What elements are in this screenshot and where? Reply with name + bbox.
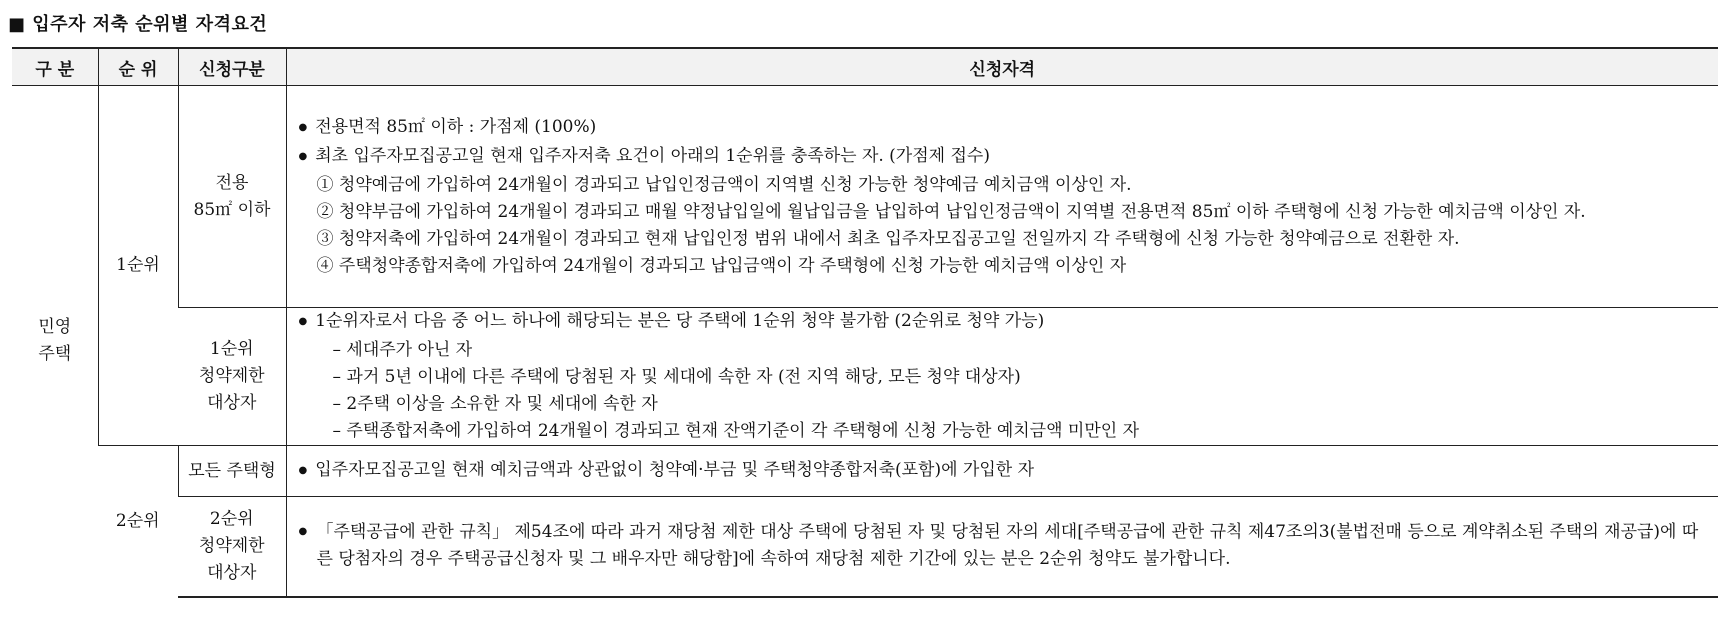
table-row <box>12 308 1718 446</box>
type-line: 1순위 <box>209 339 254 359</box>
list-item: ● 전용면적 85㎡ 이하 : 가점제 (100%) <box>299 114 1719 143</box>
type-line: 청약제한 <box>198 366 265 386</box>
list-item: ④ 주택청약종합저축에 가입하여 24개월이 경과되고 납입금액이 각 주택형에 신청 가능한 예치금액 이상인 자 <box>316 255 1127 276</box>
type-line: 대상자 <box>207 393 257 413</box>
qualification-table <box>12 47 1718 598</box>
category-cell <box>12 86 98 597</box>
paragraph-text: 「주택공급에 관한 규칙」 제54조에 따라 과거 재당첨 제한 대상 주택에 당첨된 자 및 당첨된 자의 세대[주택공급에 관한 규칙 제47조의3(불법전매 등으로 계약취소된 주택의 재공급)에 따른 당첨자의 경우 주택공급신청자 및 그 배우자만 해당함]에 속하여 재당첨 제한 기간에 있는 분은 2순위 청약도 불가합니다. <box>316 522 1699 570</box>
rank2-cell: 2순위 <box>98 446 178 597</box>
table-row <box>12 86 1718 308</box>
list-item: ● 최초 입주자모집공고일 현재 입주자저축 요건이 아래의 1순위를 충족하는 자. (가점제 접수) <box>299 143 1719 172</box>
rank1-restrict-type <box>178 308 286 446</box>
type-line: 85㎡ 이하 <box>193 199 271 220</box>
rank2-restrict-qualification <box>286 497 1718 597</box>
type-line: 전용 <box>215 172 249 193</box>
rank1-cell: 1순위 <box>98 86 178 446</box>
list-item: – 과거 5년 이내에 다른 주택에 당첨된 자 및 세대에 속한 자 (전 지역 해당, 모든 청약 대상자) <box>332 367 1021 387</box>
bullet-icon: ● <box>298 526 308 538</box>
list-item: – 세대주가 아닌 자 <box>332 340 473 360</box>
table-row <box>12 497 1718 597</box>
table-header-row <box>12 48 1718 86</box>
section-title: ■ 입주자 저축 순위별 자격요건 <box>8 14 268 35</box>
type-line: 청약제한 <box>198 535 265 556</box>
list-item: ● 1순위자로서 다음 중 어느 하나에 해당되는 분은 당 주택에 1순위 청약 불가함 (2순위로 청약 가능) <box>299 308 1719 337</box>
type-line: 대상자 <box>207 562 257 583</box>
rank1-restrict-qualification <box>286 308 1718 446</box>
header-qualification: 신청자격 <box>286 48 1718 86</box>
rank2-all-qualification <box>286 446 1718 497</box>
list-item: ③ 청약저축에 가입하여 24개월이 경과되고 현재 납입인정 범위 내에서 최초 입주자모집공고일 전일까지 각 주택형에 신청 가능한 청약예금으로 전환한 자. <box>316 228 1460 249</box>
rank1-area-qualification <box>286 86 1718 308</box>
list-item: – 2주택 이상을 소유한 자 및 세대에 속한 자 <box>332 394 658 414</box>
list-item: ② 청약부금에 가입하여 24개월이 경과되고 매월 약정납입일에 월납입금을 납입하여 납입인정금액이 지역별 전용면적 85㎡ 이하 주택형에 신청 가능한 예치금액 이상인 자. <box>316 201 1586 222</box>
rank2-restrict-type <box>178 497 286 597</box>
table-row <box>12 446 1718 497</box>
list-item <box>299 519 1719 573</box>
rank2-all-type: 모든 주택형 <box>178 446 286 497</box>
header-category: 구 분 <box>12 48 98 86</box>
rank1-area-type <box>178 86 286 308</box>
list-item: ① 청약예금에 가입하여 24개월이 경과되고 납입인정금액이 지역별 신청 가능한 청약예금 예치금액 이상인 자. <box>316 174 1132 195</box>
category-line: 민영 <box>38 317 72 338</box>
header-type: 신청구분 <box>178 48 286 86</box>
header-rank: 순 위 <box>98 48 178 86</box>
list-item: – 주택종합저축에 가입하여 24개월이 경과되고 현재 잔액기준이 각 주택형에 신청 가능한 예치금액 미만인 자 <box>332 421 1140 441</box>
category-line: 주택 <box>38 344 72 365</box>
list-item: ● 입주자모집공고일 현재 예치금액과 상관없이 청약예·부금 및 주택청약종합저축(포함)에 가입한 자 <box>299 457 1719 486</box>
type-line: 2순위 <box>209 508 254 529</box>
